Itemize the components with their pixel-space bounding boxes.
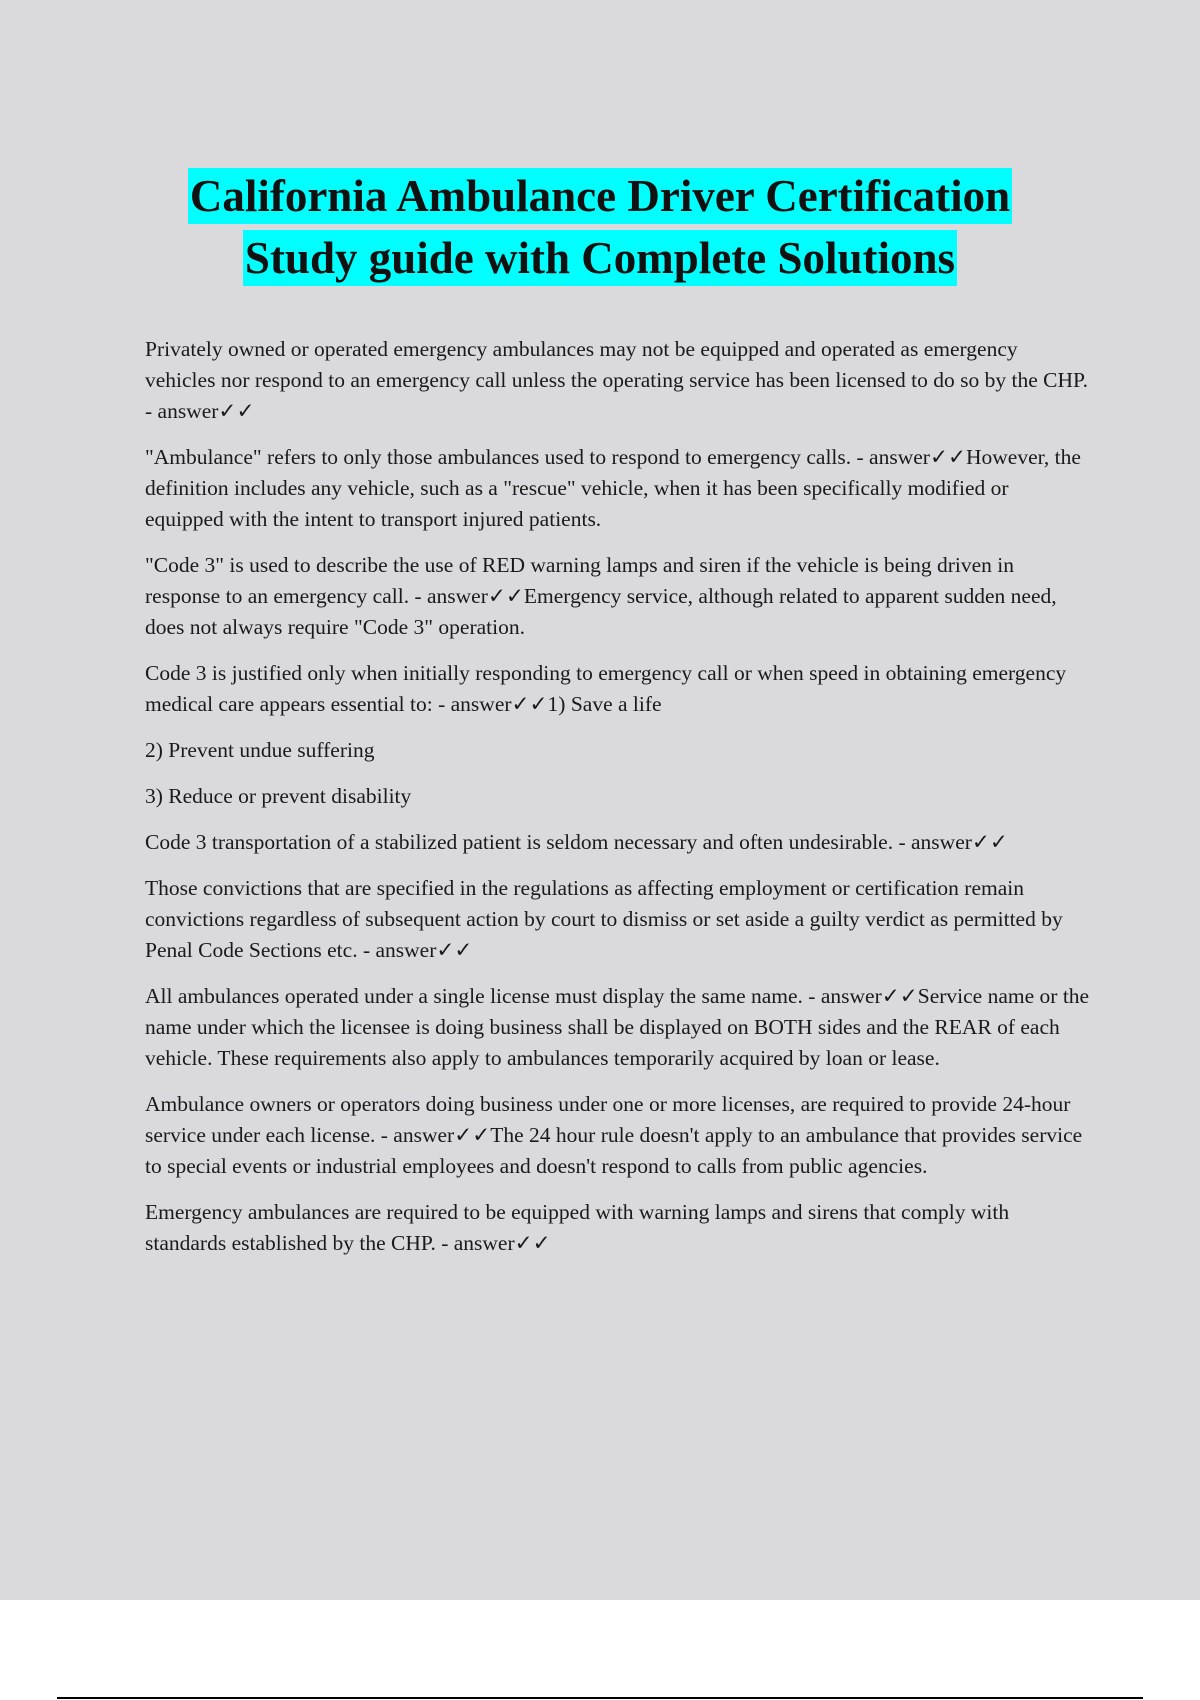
page-footer [0, 1600, 1200, 1700]
qa-paragraph-4: Code 3 is justified only when initially responding to emergency call or when speed in obtaining emergency medical care appears essential to: - answer✓✓1) Save a life [145, 661, 1067, 716]
title-line-1: California Ambulance Driver Certification [188, 168, 1012, 224]
qa-paragraph-3: "Code 3" is used to describe the use of RED warning lamps and siren if the vehicle is being driven in response to an emergency call. - answer✓✓Emergency service, although related to apparent sudden need, does not always require "Code 3" operation. [145, 553, 1057, 639]
qa-paragraph-6: Those convictions that are specified in the regulations as affecting employment or certification remain convictions regardless of subsequent action by court to dismiss or set aside a guilty verdict as permitted by Penal Code Sections etc. - answer✓✓ [145, 876, 1063, 962]
qa-paragraph-7: All ambulances operated under a single license must display the same name. - answer✓✓Service name or the name under which the licensee is doing business shall be displayed on BOTH sides and the REAR of each vehicle. These requirements also apply to ambulances temporarily acquired by loan or lease. [145, 984, 1090, 1070]
title-line-2: Study guide with Complete Solutions [243, 230, 957, 286]
qa-paragraph-1: Privately owned or operated emergency ambulances may not be equipped and operated as emergency vehicles nor respond to an emergency call unless the operating service has been licensed to do so by the CHP. - answer✓✓ [145, 337, 1088, 423]
qa-paragraph-2: "Ambulance" refers to only those ambulances used to respond to emergency calls. - answer✓✓However, the definition includes any vehicle, such as a "rescue" vehicle, when it has been specifically modified or equipped with the intent to transport injured patients. [145, 445, 1081, 531]
qa-paragraph-8: Ambulance owners or operators doing business under one or more licenses, are required to provide 24-hour service under each license. - answer✓✓The 24 hour rule doesn't apply to an ambulance that provides service to special events or industrial employees and doesn't respond to calls from public agencies. [145, 1092, 1083, 1178]
page-title [0, 168, 1200, 292]
qa-paragraph-5: Code 3 transportation of a stabilized patient is seldom necessary and often undesirable. - answer✓✓ [145, 830, 1008, 854]
list-item-2: 2) Prevent undue suffering [145, 738, 375, 762]
footer-divider [57, 1697, 1143, 1699]
study-guide-content [145, 334, 1090, 1274]
qa-paragraph-9: Emergency ambulances are required to be equipped with warning lamps and sirens that comply with standards established by the CHP. - answer✓✓ [145, 1200, 1010, 1255]
list-item-3: 3) Reduce or prevent disability [145, 784, 412, 808]
